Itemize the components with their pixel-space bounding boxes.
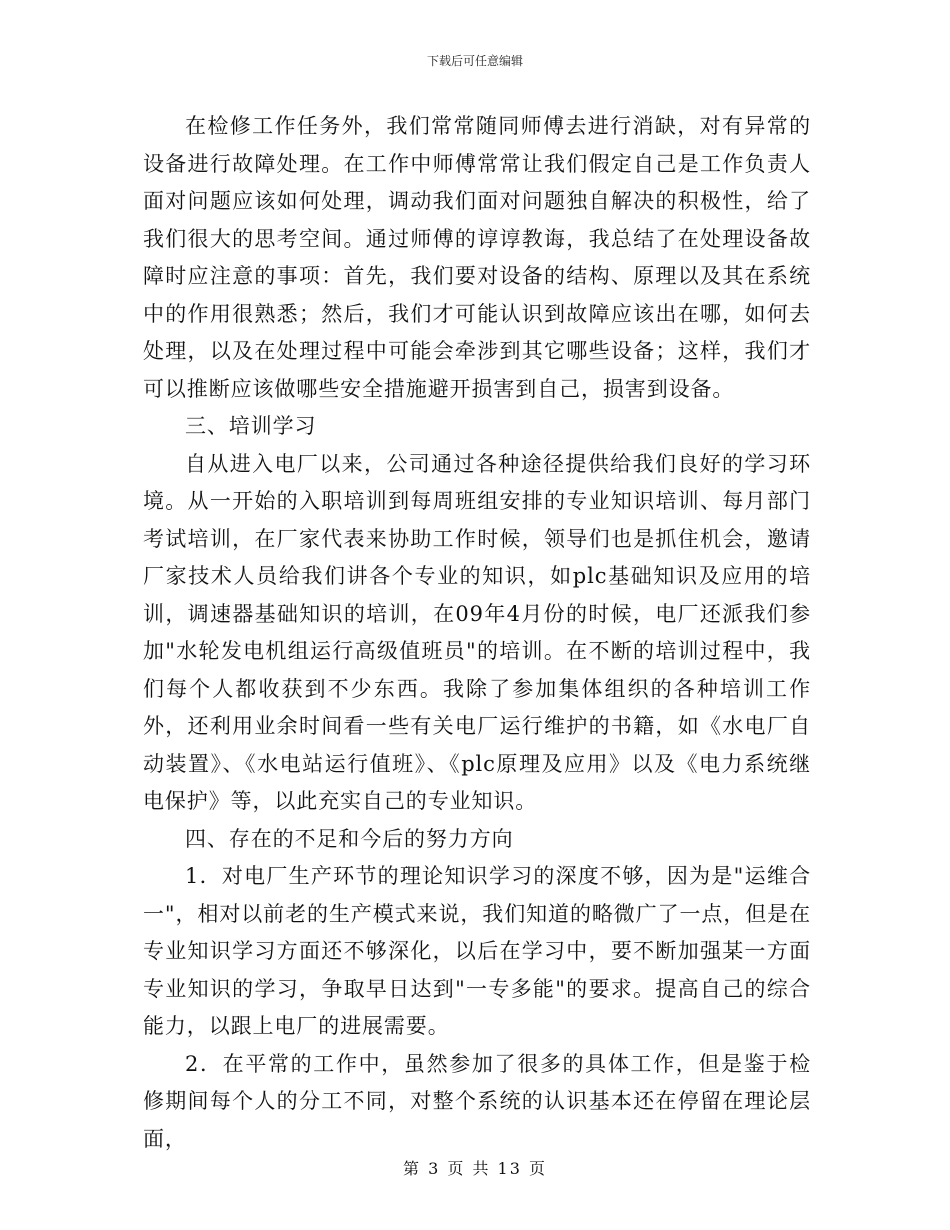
paragraph-repair-experience: 在检修工作任务外，我们常常随同师傅去进行消缺，对有异常的设备进行故障处理。在工作中师傅常常让我们假定自己是工作负责人面对问题应该如何处理，调动我们面对问题独自解决的积极性，给了我们很大的思考空间。通过师傅的谆谆教诲，我总结了在处理设备故障时应注意的事项：首先，我们要对设备的结构、原理以及其在系统中的作用很熟悉；然后，我们才可能认识到故障应该出在哪，如何去处理，以及在处理过程中可能会牵涉到其它哪些设备；这样，我们才可以推断应该做哪些安全措施避开损害到自己，损害到设备。 <box>143 114 811 401</box>
paragraph-point-1: 1．对电厂生产环节的理论知识学习的深度不够，因为是"运维合一"，相对以前老的生产模式来说，我们知道的略微广了一点，但是在专业知识学习方面还不够深化，以后在学习中，要不断加强某一方面专业知识的学习，争取早日达到"一专多能"的要求。提高自己的综合能力，以跟上电厂的进展需要。 <box>143 864 811 1038</box>
page-header: 下载后可任意编辑 <box>426 54 523 68</box>
paragraph-training: 自从进入电厂以来，公司通过各种途径提供给我们良好的学习环境。从一开始的入职培训到每周班组安排的专业知识培训、每月部门考试培训，在厂家代表来协助工作时候，领导们也是抓住机会，邀请厂家技术人员给我们讲各个专业的知识，如plc基础知识及应用的培训，调速器基础知识的培训，在09年4月份的时候，电厂还派我们参加"水轮发电机组运行高级值班员"的培训。在不断的培训过程中，我们每个人都收获到不少东西。我除了参加集体组织的各种培训工作外，还利用业余时间看一些有关电厂运行维护的书籍，如《水电厂自动装置》、《水电站运行值班》、《plc原理及应用》以及《电力系统继电保护》等，以此充实自己的专业知识。 <box>143 451 811 813</box>
document-body <box>143 108 811 1158</box>
page-number-footer: 第 3 页 共 13 页 <box>403 1159 547 1178</box>
paragraph-point-2: 2．在平常的工作中，虽然参加了很多的具体工作，但是鉴于检修期间每个人的分工不同，对整个系统的认识基本还在停留在理论层面， <box>143 1051 811 1151</box>
section-heading-training: 三、培训学习 <box>185 414 317 438</box>
section-heading-shortcomings: 四、存在的不足和今后的努力方向 <box>185 826 514 851</box>
